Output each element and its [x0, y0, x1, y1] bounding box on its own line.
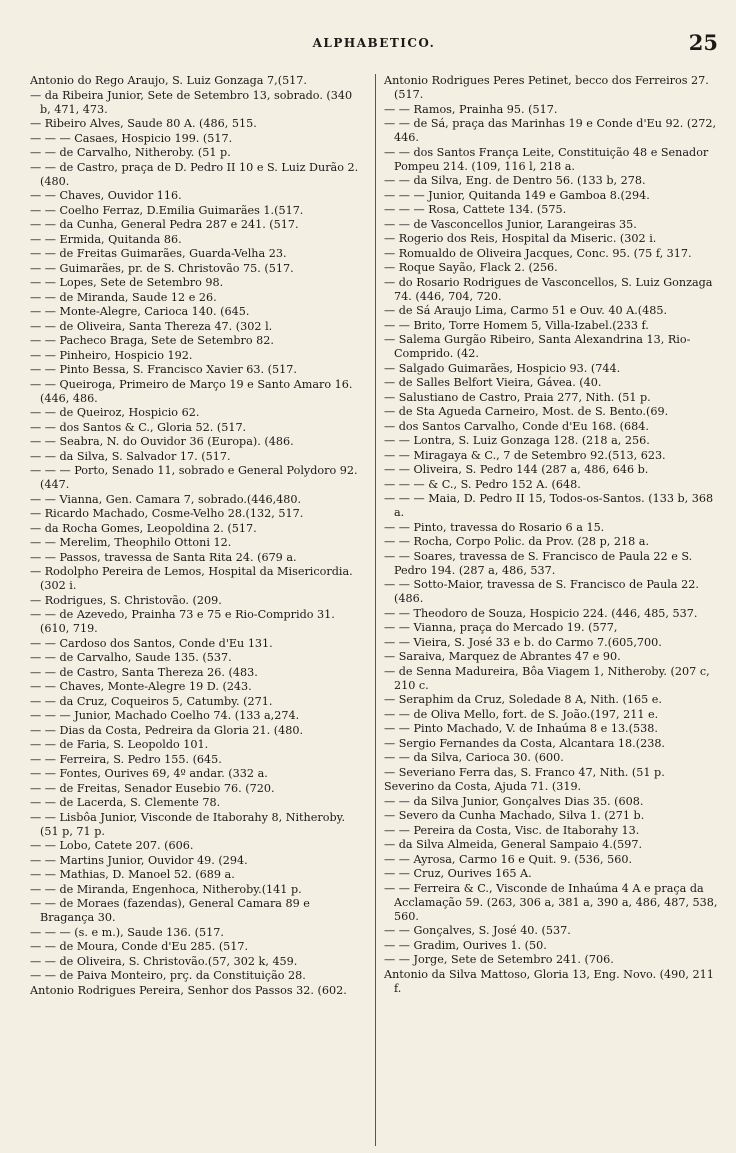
directory-entry: — — Ferreira, S. Pedro 155. (645.: [30, 752, 222, 766]
directory-entry: — Rodrigues, S. Christovão. (209.: [30, 593, 222, 607]
column-divider: [375, 74, 376, 1146]
directory-entry: — — Monte-Alegre, Carioca 140. (645.: [30, 305, 250, 318]
directory-entry: — — Mathias, D. Manoel 52. (689 a.: [30, 868, 235, 881]
directory-entry: — Romualdo de Oliveira Jacques, Conc. 95. (75 f, 317.: [384, 246, 692, 260]
directory-entry: — — de Sá, praça das Marinhas 19 e Conde d'Eu 92. (272, 446.: [384, 117, 717, 144]
directory-entry: — — Cardoso dos Santos, Conde d'Eu 131.: [30, 636, 273, 650]
directory-entry: — — Oliveira, S. Pedro 144 (287 a, 486, 646 b.: [384, 463, 649, 476]
directory-entry: — — — Rosa, Cattete 134. (575.: [384, 203, 567, 216]
directory-entry: — — da Silva, S. Salvador 17. (517.: [30, 449, 231, 463]
directory-entry: — do Rosario Rodrigues de Vasconcellos, S. Luiz Gonzaga 74. (446, 704, 720.: [384, 275, 713, 303]
directory-entry: — — Queiroga, Primeiro de Março 19 e Santo Amaro 16. (446, 486.: [30, 377, 353, 405]
directory-entry: — Saraiva, Marquez de Abrantes 47 e 90.: [384, 650, 621, 663]
directory-entry: — da Ribeira Junior, Sete de Setembro 13, sobrado. (340 b, 471, 473.: [30, 88, 353, 116]
directory-entry: — Rodolpho Pereira de Lemos, Hospital da Misericordia. (302 i.: [30, 565, 353, 592]
directory-entry: — — Ramos, Prainha 95. (517.: [384, 102, 558, 116]
directory-entry: — Salema Gurgão Ribeiro, Santa Alexandrina 13, Rio-Comprido. (42.: [384, 333, 691, 360]
directory-entry: — — de Oliveira, Santa Thereza 47. (302 l.: [30, 319, 273, 333]
directory-entry: — — Fontes, Ourives 69, 4º andar. (332 a.: [30, 767, 268, 780]
directory-entry: — — de Oliva Mello, fort. de S. João.(197, 211 e.: [384, 707, 659, 721]
directory-entry: Antonio da Silva Mattoso, Gloria 13, Eng. Novo. (490, 211 f.: [384, 967, 714, 995]
directory-entry: — — Brito, Torre Homem 5, Villa-Izabel.(233 f.: [384, 318, 649, 332]
directory-entry: — da Rocha Gomes, Leopoldina 2. (517.: [30, 521, 257, 535]
directory-entry: — Ribeiro Alves, Saude 80 A. (486, 515.: [30, 117, 257, 130]
directory-entry: — — Pereira da Costa, Visc. de Itaborahy 13.: [384, 823, 640, 837]
directory-entry: — — de Castro, Santa Thereza 26. (483.: [30, 665, 258, 679]
directory-entry: — — Pinheiro, Hospicio 192.: [30, 348, 193, 362]
directory-entry: — — Coelho Ferraz, D.Emilia Guimarães 1.(517.: [30, 203, 304, 217]
page-header: [30, 28, 718, 58]
directory-entry: — — Lopes, Sete de Setembro 98.: [30, 276, 224, 289]
directory-columns: [30, 74, 720, 1146]
directory-entry: — Severo da Cunha Machado, Silva 1. (271 b.: [384, 809, 645, 822]
directory-entry: — — Pacheco Braga, Sete de Setembro 82.: [30, 334, 274, 347]
directory-entry: — — de Lacerda, S. Clemente 78.: [30, 796, 221, 809]
directory-entry: — — de Miranda, Saude 12 e 26.: [30, 290, 217, 304]
directory-entry: — — Jorge, Sete de Setembro 241. (706.: [384, 953, 614, 966]
directory-entry: — — de Paiva Monteiro, prç. da Constituição 28.: [30, 969, 306, 982]
directory-entry: — — de Moraes (fazendas), General Camara 89 e Bragança 30.: [30, 897, 310, 924]
directory-entry: — — — Junior, Machado Coelho 74. (133 a,274.: [30, 709, 300, 722]
directory-entry: — — da Silva Junior, Gonçalves Dias 35. (608.: [384, 794, 644, 808]
directory-entry: — — — Junior, Quitanda 149 e Gamboa 8.(294.: [384, 188, 650, 202]
directory-entry: — — Ermida, Quitanda 86.: [30, 232, 182, 246]
directory-entry: — de Senna Madureira, Bôa Viagem 1, Nitheroby. (207 c, 210 c.: [384, 664, 710, 692]
directory-entry: — — Lisbôa Junior, Visconde de Itaborahy 8, Nitheroby. (51 p, 71 p.: [30, 810, 346, 838]
directory-entry: — — dos Santos & C., Gloria 52. (517.: [30, 420, 247, 434]
directory-entry: — — Sotto-Maior, travessa de S. Francisco de Paula 22. (486.: [384, 578, 699, 605]
directory-entry: — — de Freitas, Senador Eusebio 76. (720.: [30, 781, 275, 795]
directory-entry: — — — Maia, D. Pedro II 15, Todos-os-Santos. (133 b, 368 a.: [384, 492, 714, 519]
directory-entry: — — da Silva, Eng. de Dentro 56. (133 b, 278.: [384, 174, 646, 187]
directory-entry: — — de Carvalho, Nitheroby. (51 p.: [30, 146, 231, 159]
directory-entry: — — de Oliveira, S. Christovão.(57, 302 k, 459.: [30, 954, 298, 968]
directory-entry: — Ricardo Machado, Cosme-Velho 28.(132, 517.: [30, 507, 304, 520]
right-column: [384, 74, 720, 1146]
directory-entry: — — Miragaya & C., 7 de Setembro 92.(513, 623.: [384, 448, 666, 462]
directory-entry: — — — & C., S. Pedro 152 A. (648.: [384, 477, 581, 491]
directory-entry: — — de Vasconcellos Junior, Larangeiras 35.: [384, 217, 637, 231]
directory-entry: — — de Carvalho, Saude 135. (537.: [30, 651, 232, 664]
directory-entry: — — Vianna, Gen. Camara 7, sobrado.(446,480.: [30, 492, 302, 506]
directory-entry: — Roque Sayão, Flack 2. (256.: [384, 261, 558, 274]
directory-entry: — — de Castro, praça de D. Pedro II 10 e S. Luiz Durão 2. (480.: [30, 160, 359, 188]
directory-entry: — — Seabra, N. do Ouvidor 36 (Europa). (486.: [30, 435, 294, 448]
directory-entry: — — Pinto, travessa do Rosario 6 a 15.: [384, 520, 605, 534]
page-number: 25: [688, 30, 718, 55]
directory-entry: — — de Faria, S. Leopoldo 101.: [30, 738, 209, 751]
directory-entry: — — Soares, travessa de S. Francisco de Paula 22 e S. Pedro 194. (287 a, 486, 537.: [384, 549, 693, 577]
directory-entry: — Seraphim da Cruz, Soledade 8 A, Nith. (165 e.: [384, 693, 662, 706]
directory-entry: — Rogerio dos Reis, Hospital da Miseric. (302 i.: [384, 232, 657, 245]
directory-entry: — — — (s. e m.), Saude 136. (517.: [30, 925, 224, 939]
directory-entry: — — Passos, travessa de Santa Rita 24. (679 a.: [30, 550, 297, 564]
directory-entry: — da Silva Almeida, General Sampaio 4.(597.: [384, 838, 643, 851]
directory-entry: — Salustiano de Castro, Praia 277, Nith. (51 p.: [384, 390, 651, 404]
directory-entry: — — Gradim, Ourives 1. (50.: [384, 938, 547, 952]
directory-entry: — de Sá Araujo Lima, Carmo 51 e Ouv. 40 A.(485.: [384, 304, 668, 317]
directory-entry: Severino da Costa, Ajuda 71. (319.: [384, 780, 582, 793]
directory-entry: — — Martins Junior, Ouvidor 49. (294.: [30, 853, 248, 867]
directory-entry: — — da Cunha, General Pedra 287 e 241. (517.: [30, 218, 299, 231]
directory-entry: — — de Azevedo, Prainha 73 e 75 e Rio-Comprido 31. (610, 719.: [30, 608, 335, 635]
left-column: [30, 74, 366, 1146]
directory-entry: — — Vianna, praça do Mercado 19. (577,: [384, 621, 618, 634]
directory-entry: Antonio do Rego Araujo, S. Luiz Gonzaga 7,(517.: [30, 74, 307, 87]
directory-entry: — — Lontra, S. Luiz Gonzaga 128. (218 a, 256.: [384, 434, 650, 447]
directory-entry: Antonio Rodrigues Peres Petinet, becco dos Ferreiros 27. (517.: [384, 74, 709, 101]
directory-entry: — — Vieira, S. José 33 e b. do Carmo 7.(605,700.: [384, 635, 662, 649]
directory-entry: — de Sta Agueda Carneiro, Most. de S. Bento.(69.: [384, 405, 669, 418]
directory-entry: — — de Queiroz, Hospicio 62.: [30, 406, 200, 419]
directory-entry: — — Chaves, Ouvidor 116.: [30, 189, 182, 202]
directory-entry: — — Ayrosa, Carmo 16 e Quit. 9. (536, 560.: [384, 852, 633, 866]
directory-entry: — — Chaves, Monte-Alegre 19 D. (243.: [30, 680, 252, 693]
directory-entry: Antonio Rodrigues Pereira, Senhor dos Passos 32. (602.: [30, 983, 347, 997]
directory-entry: — — Rocha, Corpo Polic. da Prov. (28 p, 218 a.: [384, 535, 650, 548]
directory-entry: — — Lobo, Catete 207. (606.: [30, 839, 194, 852]
directory-entry: — — Dias da Costa, Pedreira da Gloria 21. (480.: [30, 723, 304, 737]
directory-entry: — Sergio Fernandes da Costa, Alcantara 18.(238.: [384, 736, 665, 750]
directory-entry: — — Pinto Machado, V. de Inhaúma 8 e 13.(538.: [384, 722, 658, 735]
directory-entry: — — — Casaes, Hospicio 199. (517.: [30, 131, 233, 145]
directory-entry: — Severiano Ferra das, S. Franco 47, Nith. (51 p.: [384, 765, 665, 779]
directory-entry: — Salgado Guimarães, Hospicio 93. (744.: [384, 361, 621, 375]
directory-entry: — — — Porto, Senado 11, sobrado e General Polydoro 92. (447.: [30, 464, 358, 491]
directory-entry: — — Gonçalves, S. José 40. (537.: [384, 924, 571, 937]
directory-entry: — — da Cruz, Coqueiros 5, Catumby. (271.: [30, 694, 273, 708]
directory-entry: — — Merelim, Theophilo Ottoni 12.: [30, 536, 232, 549]
directory-entry: — — Guimarães, pr. de S. Christovão 75. (517.: [30, 261, 294, 275]
directory-entry: — — Theodoro de Souza, Hospicio 224. (446, 485, 537.: [384, 606, 698, 620]
directory-entry: — — de Freitas Guimarães, Guarda-Velha 23.: [30, 247, 287, 260]
directory-entry: — — de Moura, Conde d'Eu 285. (517.: [30, 940, 249, 953]
directory-entry: — — Cruz, Ourives 165 A.: [384, 867, 532, 880]
directory-entry: — de Salles Belfort Vieira, Gávea. (40.: [384, 376, 602, 389]
directory-entry: — — dos Santos França Leite, Constituição 48 e Senador Pompeu 214. (109, 116 l, 218 a.: [384, 145, 709, 173]
page-title: ALPHABETICO.: [312, 36, 436, 50]
directory-entry: — — da Silva, Carioca 30. (600.: [384, 751, 564, 764]
directory-entry: — dos Santos Carvalho, Conde d'Eu 168. (684.: [384, 419, 649, 433]
directory-entry: — — Ferreira & C., Visconde de Inhaúma 4 A e praça da Acclamação 59. (263, 306 a, 381 a, 390 a, 486, 487, 538, 560.: [384, 881, 718, 923]
directory-entry: — — Pinto Bessa, S. Francisco Xavier 63. (517.: [30, 363, 297, 376]
directory-entry: — — de Miranda, Engenhoca, Nitheroby.(141 p.: [30, 882, 302, 896]
